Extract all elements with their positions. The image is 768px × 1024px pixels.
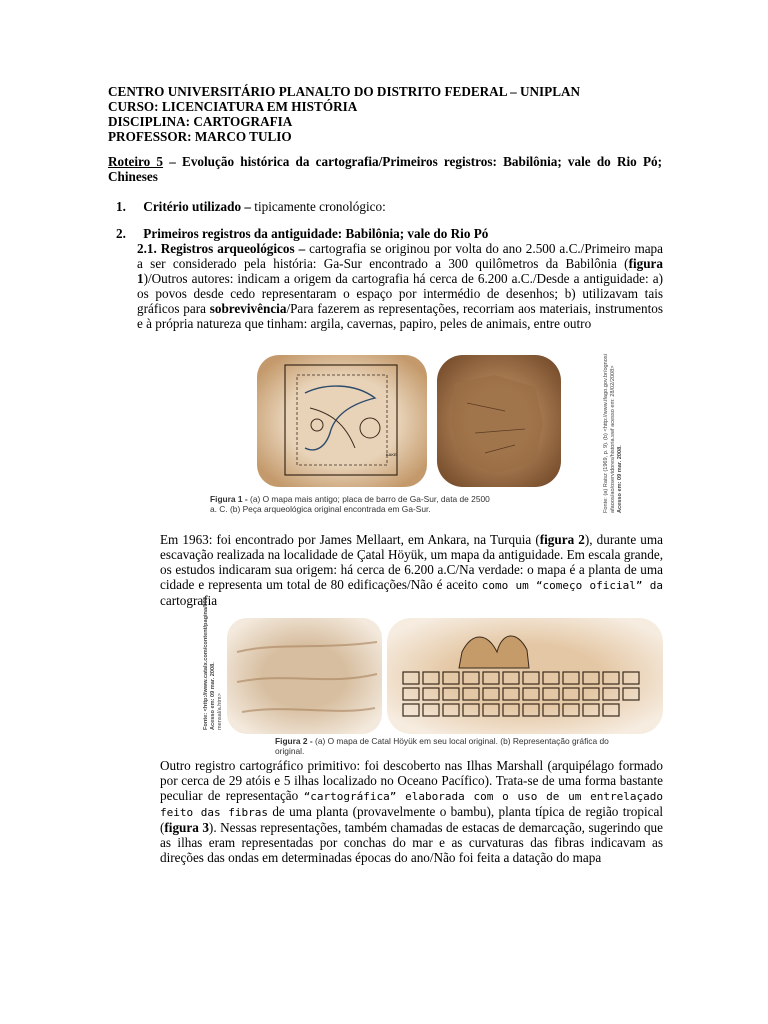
- sub-text: cartografia se originou por volta do ano 2.500 a.C./Primeiro mapa a ser considerado pela história: Ga-Sur encontrado a 300 quilômetros da Babilônia (: [137, 241, 664, 271]
- figure-1-ref: figura 1: [137, 256, 663, 286]
- roteiro-title: [108, 154, 662, 184]
- figure-2-access: Acesso em: 09 mar. 2008.: [210, 662, 216, 730]
- figure-2-image: [197, 612, 667, 736]
- figure-2-source: mensal/a.htm>: [217, 693, 223, 730]
- item-number: 2.: [116, 226, 126, 241]
- catal-huyuk-photo: [227, 618, 382, 734]
- caption-label: Figura 2 -: [275, 736, 313, 746]
- figure-2: [197, 595, 667, 756]
- caption-text: (a) O mapa mais antigo; placa de barro de Ga-Sur, data de 2500 a. C. (b) Peça arqueológica original encontrada em Ga-Sur.: [210, 494, 490, 514]
- figure-2-ref: figura 2: [539, 532, 585, 547]
- figure-1-access: Acesso em: 09 mar. 2008.: [617, 445, 623, 513]
- paragraph-1963: [160, 532, 663, 608]
- para-text: cartografia: [160, 593, 218, 608]
- item-number: 1.: [116, 199, 126, 214]
- institution-line: CENTRO UNIVERSITÁRIO PLANALTO DO DISTRITO FEDERAL – UNIPLAN: [108, 84, 581, 99]
- para-mono-text: como um “começo oficial” da: [481, 579, 663, 592]
- discipline-line: DISCIPLINA: CARTOGRAFIA: [108, 114, 293, 129]
- caption-label: Figura 1 -: [210, 494, 248, 504]
- para-text: ), durante uma escavação realizada na localidade de Çatal Höyük, um mapa da antiguidade. Em escala grande, os estudos indicaram sua origem: há cerca de 6.200 a.C/Na verdade: o mapa é a planta de uma cidade e representa um total de 80 edificações/Não é aceito: [160, 532, 663, 592]
- paragraph-marshall: [160, 758, 663, 865]
- para-text: de uma planta (provavelmente o bambu), planta típica de região tropical (: [160, 804, 663, 835]
- para-text: Em 1963: foi encontrado por James Mellaart, em Ankara, na Turquia (: [160, 532, 540, 547]
- figure-2-source: Fonte: <http://www.catalx.com/content/pagina/003.: [203, 595, 209, 730]
- list-item-2: [116, 226, 488, 241]
- figure-1-source: afaoos/ao/oservidores/historia.swf acesso em: 28/02/2008>: [610, 365, 616, 513]
- tablet-badge: KAKE: [386, 452, 397, 457]
- course-line: CURSO: LICENCIATURA EM HISTÓRIA: [108, 99, 358, 114]
- list-item-1: [116, 199, 386, 214]
- subsection-2-1: [137, 241, 663, 331]
- document-header: [108, 84, 580, 144]
- para-mono-text: “cartográfica” elaborada com o uso de um entrelaçado feito das fibras: [160, 790, 663, 819]
- roteiro-text: – Evolução histórica da cartografia/Primeiros registros: Babilônia; vale do Rio Pó; Chineses: [108, 154, 662, 184]
- sobrevivencia-word: sobrevivência: [209, 301, 287, 316]
- item-text: tipicamente cronológico:: [250, 199, 386, 214]
- para-text: ). Nessas representações, também chamadas de estacas de demarcação, sugerindo que as ilhas eram representadas por conchas do mar e as curvaturas das fibras indicavam as direções das ondas em determinadas épocas do ano/Não foi feita a datação do mapa: [160, 820, 663, 865]
- sub-text: )/Outros autores: indicam a origem da cartografia há cerca de 6.200 a.C./Desde a antiguidade: a) os povos desde cedo representaram o espaço por intermédio de desenhos; b) utilizavam tais gráficos para: [137, 271, 663, 316]
- item-title: Critério utilizado –: [143, 199, 251, 214]
- professor-line: PROFESSOR: MARCO TULIO: [108, 129, 292, 144]
- figure-1: [205, 353, 625, 523]
- sub-title: Registros arqueológicos –: [160, 241, 306, 256]
- sub-number: 2.1.: [137, 241, 157, 256]
- caption-text: (a) O mapa de Catal Höyük em seu local original. (b) Representação gráfica do original.: [275, 736, 609, 756]
- item-title: Primeiros registros da antiguidade: Babilônia; vale do Rio Pó: [143, 226, 489, 241]
- para-text: Outro registro cartográfico primitivo: foi descoberto nas Ilhas Marshall (arquipélago formado por cerca de 29 atóis e 5 ilhas localizado no Oceano Pacífico). Trata-se de uma forma bastante peculiar de representação: [160, 758, 663, 803]
- figure-3-ref: figura 3: [164, 820, 209, 835]
- roteiro-label: Roteiro 5: [108, 154, 164, 169]
- figure-2-caption: [275, 736, 635, 756]
- figure-1-caption: [210, 494, 495, 514]
- sub-text: /Para fazerem as representações, recorriam aos materiais, instrumentos e à própria natureza que tinham: argila, cavernas, papiro, peles de animais, entre outro: [137, 301, 663, 331]
- figure-1-source: Fonte: (a) Raisz (1969, p. 9). (b) <http://www.ifago.gov.br/ognosi: [603, 354, 609, 513]
